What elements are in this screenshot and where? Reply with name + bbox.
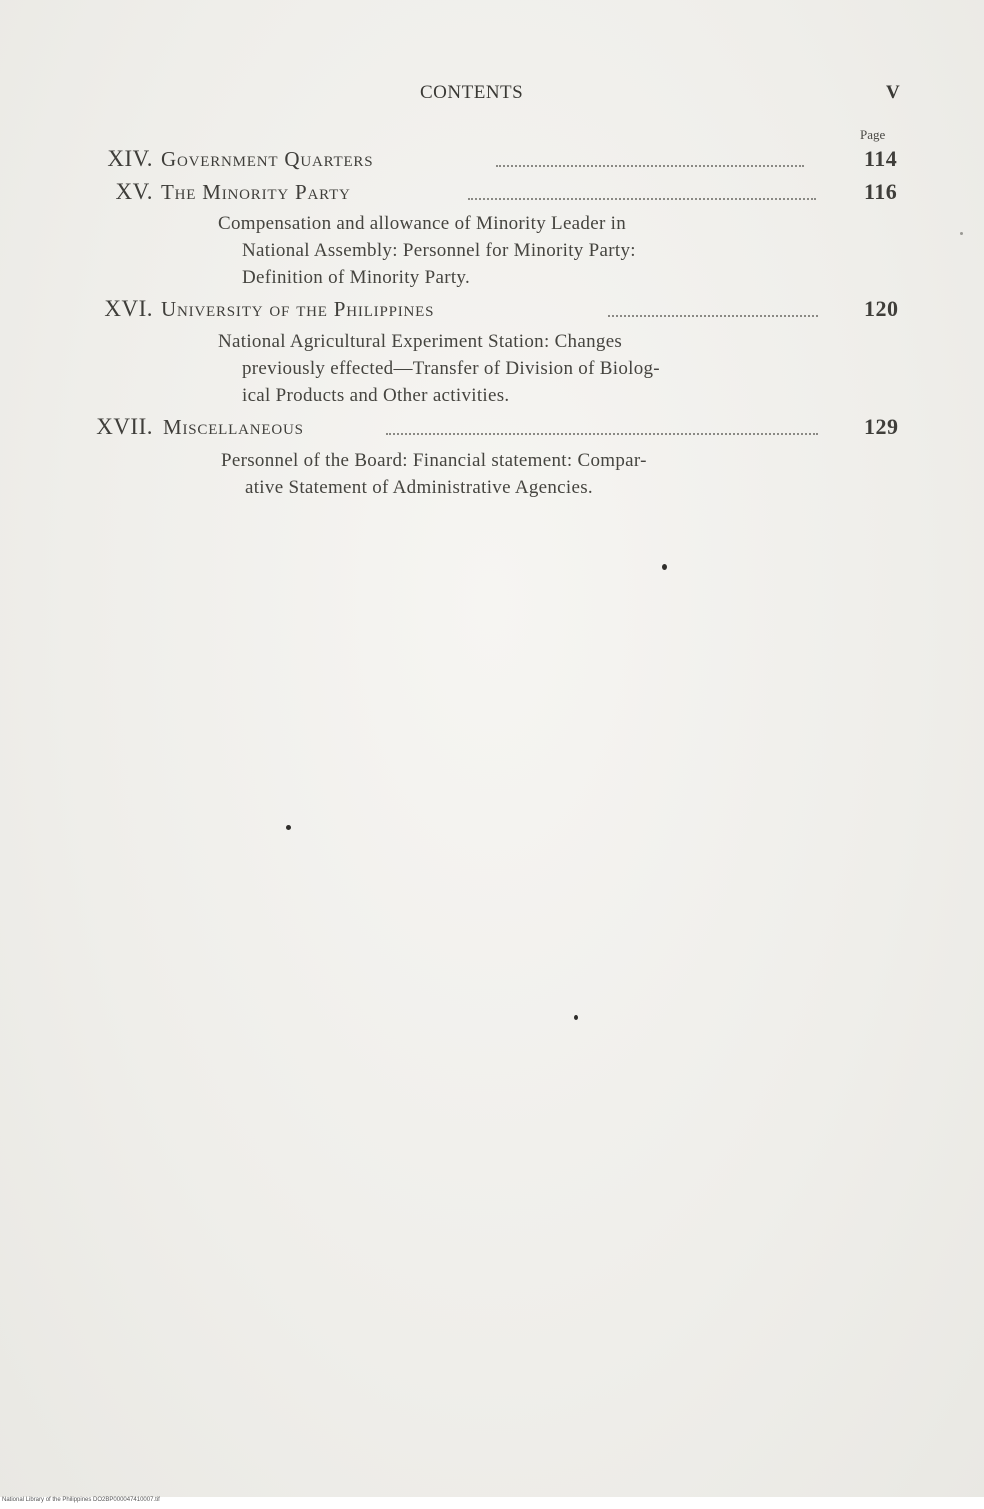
description-line: previously effected—Transfer of Division of Biolog- bbox=[242, 358, 660, 379]
footer-text: National Library of the Philippines DO2BP000047410007.tif bbox=[2, 1497, 160, 1503]
chapter-page: 120 bbox=[864, 296, 899, 321]
description-line: ical Products and Other activities. bbox=[242, 385, 510, 406]
description-line: ative Statement of Administrative Agencies. bbox=[245, 477, 593, 498]
chapter-page: 114 bbox=[864, 146, 898, 171]
toc-entry-xvi bbox=[0, 296, 984, 328]
chapter-title: Government Quarters bbox=[161, 147, 374, 171]
dot-leader bbox=[608, 315, 818, 317]
scan-speck bbox=[574, 1015, 578, 1020]
toc-entry-xv bbox=[0, 179, 984, 211]
description-line: Compensation and allowance of Minority Leader in bbox=[218, 213, 627, 234]
description-line: Definition of Minority Party. bbox=[242, 267, 471, 288]
description-line: National Agricultural Experiment Station: Changes bbox=[218, 331, 623, 352]
toc-entry-xiv bbox=[0, 146, 984, 178]
page-column-label: Page bbox=[860, 127, 886, 142]
chapter-title: The Minority Party bbox=[161, 180, 351, 204]
scan-speck bbox=[960, 232, 963, 235]
chapter-title: University of the Philippines bbox=[161, 297, 435, 321]
dot-leader bbox=[468, 198, 816, 200]
chapter-description bbox=[218, 328, 818, 409]
scan-footer bbox=[0, 1497, 984, 1509]
scan-speck bbox=[662, 564, 667, 570]
scan-speck bbox=[286, 825, 291, 830]
chapter-numeral: XVI. bbox=[104, 296, 153, 321]
running-title: CONTENTS bbox=[420, 82, 524, 103]
page-number: V bbox=[886, 82, 900, 103]
dot-leader bbox=[386, 433, 818, 435]
chapter-page: 129 bbox=[864, 414, 899, 439]
chapter-numeral: XVII. bbox=[96, 414, 153, 439]
description-line: National Assembly: Personnel for Minority Party: bbox=[242, 240, 636, 261]
description-line: Personnel of the Board: Financial statement: Compar- bbox=[221, 450, 647, 471]
chapter-numeral: XV. bbox=[115, 179, 153, 204]
running-head bbox=[0, 82, 984, 106]
chapter-numeral: XIV. bbox=[107, 146, 153, 171]
chapter-title: Miscellaneous bbox=[163, 415, 304, 439]
chapter-description bbox=[221, 447, 821, 501]
toc-entry-xvii bbox=[0, 414, 984, 446]
dot-leader bbox=[496, 165, 804, 167]
chapter-description bbox=[218, 210, 818, 291]
chapter-page: 116 bbox=[864, 179, 898, 204]
